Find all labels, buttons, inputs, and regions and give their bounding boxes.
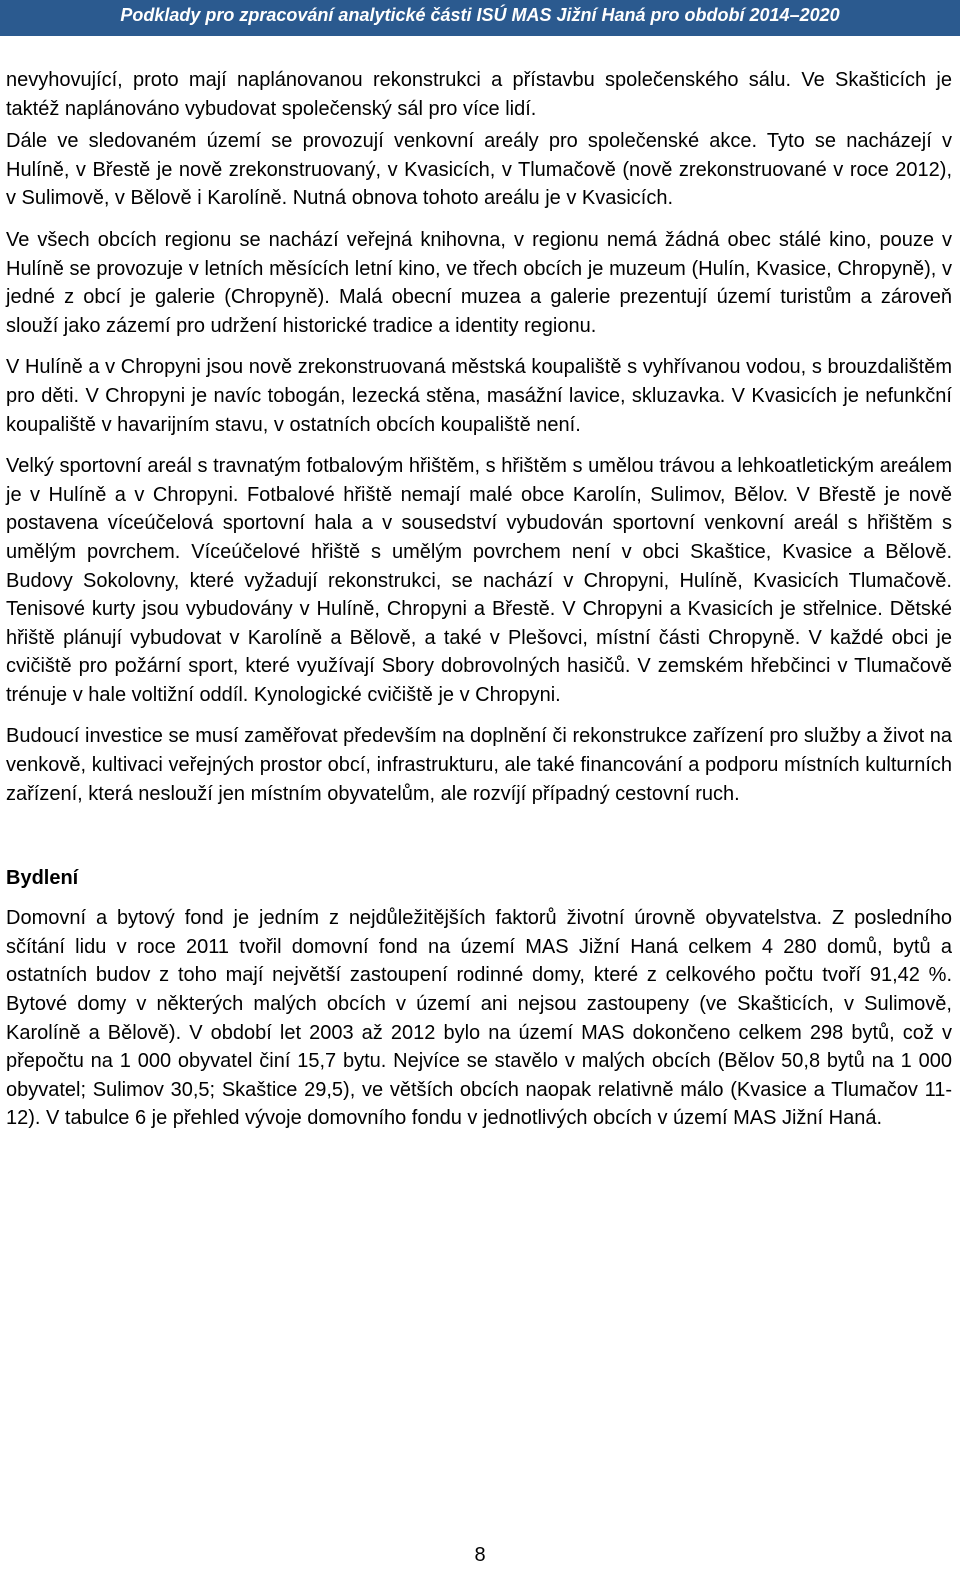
paragraph-1: nevyhovující, proto mají naplánovanou rekonstrukci a přístavbu společenského sálu. Ve Skašticích je taktéž naplánováno vybudovat společenský sál pro více lidí. [6,69,952,120]
document-header-title: Podklady pro zpracování analytické části ISÚ MAS Jižní Haná pro období 2014–2020 [120,5,840,25]
paragraph-5: Velký sportovní areál s travnatým fotbalovým hřištěm, s hřištěm s umělou trávou a lehkoatletickým areálem je v Hulíně a v Chropyni. Fotbalové hřiště nemají malé obce Karolín, Sulimov, Bělov. V Břestě je nově postavena víceúčelová sportovní hala a v sousedství vybudován sportovní venkovní areál s hřištěm s umělým povrchem. Víceúčelové hřiště s umělým povrchem není v obci Skaštice, Kvasice a Bělově. Budovy Sokolovny, které vyžadují rekonstrukci, se nachází v Chropyni, Hulíně, Kvasicích Tlumačově. Tenisové kurty jsou vybudovány v Hulíně, Chropyni a Břestě. V Chropyni a Kvasicích je střelnice. Dětské hřiště plánují vybudovat v Karolíně a Bělově, a také v Plešovci, místní části Chropyně. V každé obci je cvičiště pro požární sport, které využívají Sbory dobrovolných hasičů. V zemském hřebčinci v Tlumačově trénuje v hale voltižní oddíl. Kynologické cvičiště je v Chropyni. [6,455,952,706]
document-body [6,66,952,1146]
page-number: 8 [474,1544,486,1566]
paragraph-bydleni: Domovní a bytový fond je jedním z nejdůležitějších faktorů životní úrovně obyvatelstva. Z posledního sčítání lidu v roce 2011 tvořil domovní fond na území MAS Jižní Haná celkem 4 280 domů, bytů a ostatních budov z toho mají největší zastoupení rodinné domy, které z celkového počtu tvoří 91,42 %. Bytové domy v některých malých obcích v území ani nejsou zastoupeny (ve Skašticích, v Sulimově, Karolíně a Bělově). V období let 2003 až 2012 bylo na území MAS dokončeno celkem 298 bytů, což v přepočtu na 1 000 obyvatel činí 15,7 bytu. Nejvíce se stavělo v malých obcích (Bělov 50,8 bytů na 1 000 obyvatel; Sulimov 30,5; Skaštice 29,5), ve větších obcích naopak relativně málo (Kvasice a Tlumačov 11-12). V tabulce 6 je přehled vývoje domovního fondu v jednotlivých obcích v území MAS Jižní Haná. [6,907,952,1130]
paragraph-4: V Hulíně a v Chropyni jsou nově zrekonstruovaná městská koupaliště s vyhřívanou vodou, s brouzdalištěm pro děti. V Chropyni je navíc tobogán, lezecká stěna, masážní lavice, skluzavka. V Kvasicích je nefunkční koupaliště v havarijním stavu, v ostatních obcích koupaliště není. [6,356,952,436]
paragraph-3: Ve všech obcích regionu se nachází veřejná knihovna, v regionu nemá žádná obec stálé kino, pouze v Hulíně se provozuje v letních měsících letní kino, ve třech obcích je muzeum (Hulín, Kvasice, Chropyně), v jedné z obcí je galerie (Chropyně). Malá obecní muzea a galerie prezentují území turistům a zároveň slouží jako zázemí pro udržení historické tradice a identity regionu. [6,228,952,337]
section-heading-bydleni: Bydlení [6,867,79,890]
paragraph-6: Budoucí investice se musí zaměřovat především na doplnění či rekonstrukce zařízení pro služby a život na venkově, kultivaci veřejných prostor obcí, infrastrukturu, ale také financování a podporu místních kulturních zařízení, která neslouží jen místním obyvatelům, ale rozvíjí případný cestovní ruch. [6,725,952,805]
paragraph-2: Dále ve sledovaném území se provozují venkovní areály pro společenské akce. Tyto se nacházejí v Hulíně, v Břestě je nově zrekonstruovaný, v Kvasicích, v Tlumačově (nově zrekonstruované v roce 2012), v Sulimově, v Bělově i Karolíně. Nutná obnova tohoto areálu je v Kvasicích. [6,130,952,210]
